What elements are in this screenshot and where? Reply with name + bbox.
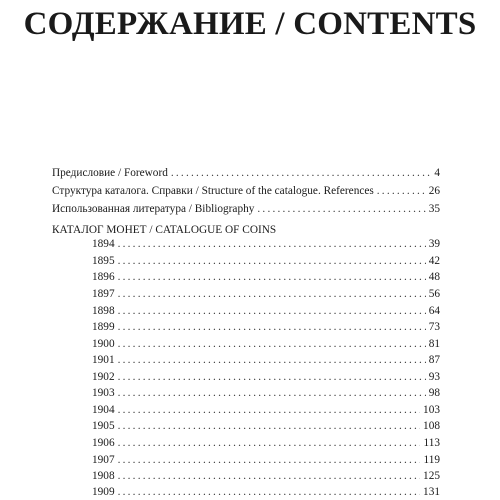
dot-leader bbox=[118, 352, 426, 368]
section-heading: КАТАЛОГ МОНЕТ / CATALOGUE OF COINS bbox=[52, 224, 277, 236]
toc-entry-label: 1900 bbox=[92, 338, 115, 350]
toc-entry-label: 1897 bbox=[92, 288, 115, 300]
dot-leader bbox=[118, 468, 420, 484]
toc-entry-label: Использованная литература / Bibliography bbox=[52, 203, 255, 215]
page-title: СОДЕРЖАНИЕ / CONTENTS bbox=[23, 6, 477, 42]
toc-entry-label: 1905 bbox=[92, 420, 115, 432]
toc-page-number: 48 bbox=[428, 271, 440, 283]
dot-leader bbox=[118, 336, 426, 352]
toc-entry-label: 1902 bbox=[92, 371, 115, 383]
toc-entry-year[interactable] bbox=[92, 319, 440, 335]
dot-leader bbox=[118, 452, 421, 468]
toc-entry-label: 1901 bbox=[92, 354, 115, 366]
toc-entry-year[interactable] bbox=[92, 253, 440, 269]
toc-page-number: 125 bbox=[423, 470, 440, 482]
toc-entry-year[interactable] bbox=[92, 236, 440, 252]
toc-entry-year[interactable] bbox=[92, 336, 440, 352]
dot-leader bbox=[118, 269, 426, 285]
toc-page-number: 64 bbox=[428, 305, 440, 317]
dot-leader bbox=[118, 286, 426, 302]
toc-page-number: 87 bbox=[428, 354, 440, 366]
toc-page-number: 131 bbox=[423, 486, 440, 498]
toc-entry-bibliography[interactable] bbox=[52, 201, 440, 217]
toc-entry-label: Структура каталога. Справки / Structure of the catalogue. References bbox=[52, 185, 374, 197]
dot-leader bbox=[118, 303, 426, 319]
toc-page-number: 98 bbox=[428, 387, 440, 399]
dot-leader bbox=[118, 369, 426, 385]
toc-entry-year[interactable] bbox=[92, 269, 440, 285]
toc-entry-label: 1906 bbox=[92, 437, 115, 449]
toc-entry-label: 1904 bbox=[92, 404, 115, 416]
dot-leader bbox=[118, 418, 420, 434]
toc-entry-foreword[interactable] bbox=[52, 165, 440, 181]
toc-page-number: 26 bbox=[428, 185, 440, 197]
toc-entry-year[interactable] bbox=[92, 418, 440, 434]
toc-entry-label: 1894 bbox=[92, 238, 115, 250]
toc-page-number: 73 bbox=[428, 321, 440, 333]
toc-entry-year[interactable] bbox=[92, 385, 440, 401]
toc-page-number: 56 bbox=[428, 288, 440, 300]
toc-entry-label: 1907 bbox=[92, 454, 115, 466]
dot-leader bbox=[118, 385, 426, 401]
dot-leader bbox=[118, 236, 426, 252]
toc-page-number: 119 bbox=[423, 454, 440, 466]
toc-page-number: 81 bbox=[428, 338, 440, 350]
dot-leader bbox=[171, 165, 431, 181]
toc-entry-year[interactable] bbox=[92, 484, 440, 500]
toc-entry-label: 1908 bbox=[92, 470, 115, 482]
toc-page-number: 93 bbox=[428, 371, 440, 383]
dot-leader bbox=[118, 402, 420, 418]
toc-entry-label: Предисловие / Foreword bbox=[52, 167, 168, 179]
toc-page-number: 42 bbox=[428, 255, 440, 267]
toc-page-number: 35 bbox=[428, 203, 440, 215]
toc-entry-label: 1899 bbox=[92, 321, 115, 333]
toc-page-number: 103 bbox=[423, 404, 440, 416]
dot-leader bbox=[257, 201, 425, 217]
toc-entry-label: 1903 bbox=[92, 387, 115, 399]
dot-leader bbox=[118, 435, 421, 451]
toc-entry-year[interactable] bbox=[92, 303, 440, 319]
toc-entry-structure[interactable] bbox=[52, 183, 440, 199]
toc-page-number: 108 bbox=[423, 420, 440, 432]
toc-entry-year[interactable] bbox=[92, 369, 440, 385]
dot-leader bbox=[118, 319, 426, 335]
toc-entry-year[interactable] bbox=[92, 402, 440, 418]
toc-entry-year[interactable] bbox=[92, 286, 440, 302]
toc-entry-label: 1895 bbox=[92, 255, 115, 267]
toc-entry-year[interactable] bbox=[92, 468, 440, 484]
toc-entry-label: 1898 bbox=[92, 305, 115, 317]
toc-entry-year[interactable] bbox=[92, 352, 440, 368]
dot-leader bbox=[118, 484, 420, 500]
toc-entry-label: 1896 bbox=[92, 271, 115, 283]
toc-page-number: 39 bbox=[428, 238, 440, 250]
dot-leader bbox=[377, 183, 426, 199]
toc-entry-year[interactable] bbox=[92, 435, 440, 451]
toc-page-number: 4 bbox=[434, 167, 440, 179]
toc-entry-label: 1909 bbox=[92, 486, 115, 498]
toc-page-number: 113 bbox=[423, 437, 440, 449]
toc-entry-year[interactable] bbox=[92, 452, 440, 468]
dot-leader bbox=[118, 253, 426, 269]
